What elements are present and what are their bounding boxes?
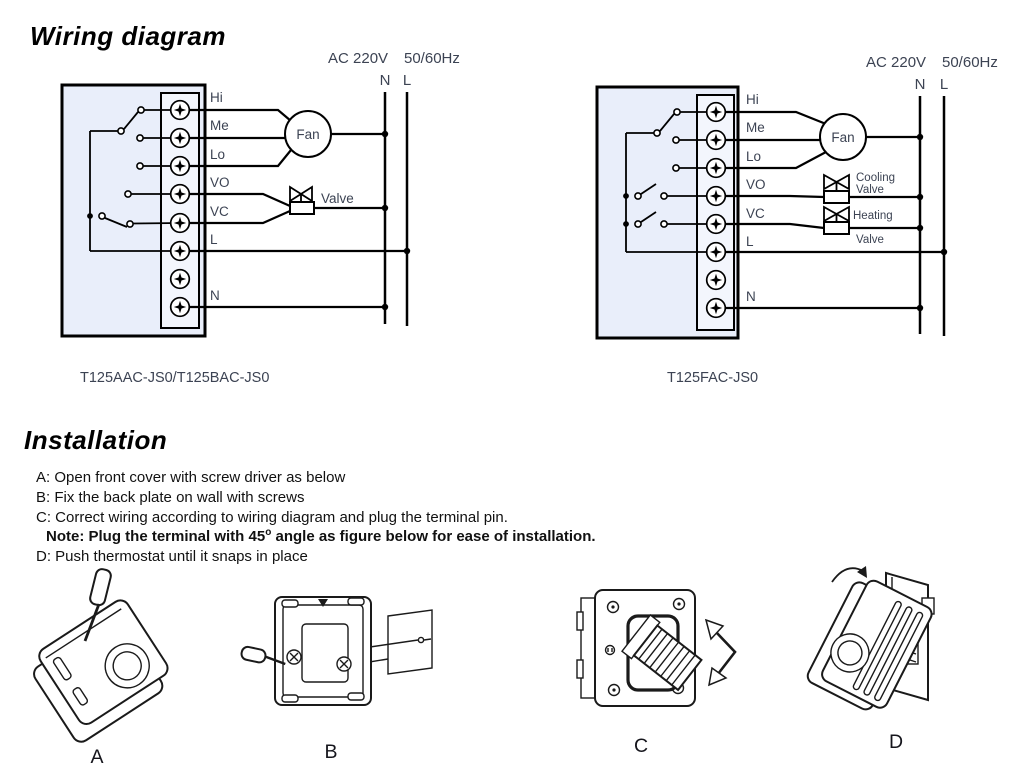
valve-label: Valve	[321, 191, 354, 206]
cooling-valve-symbol	[824, 172, 895, 203]
neutral-label: N	[379, 72, 391, 89]
wiring-diagram-right	[560, 40, 1016, 392]
valve-symbol	[290, 187, 354, 214]
figure-a	[24, 568, 177, 768]
installation-title: Installation	[24, 425, 168, 456]
terminal-label-n: N	[746, 289, 756, 304]
terminal-label-vo: VO	[210, 175, 230, 190]
terminal-label-vc: VC	[210, 204, 229, 219]
frequency-label: 50/60Hz	[404, 50, 460, 67]
figure-c	[577, 590, 735, 757]
step-note	[46, 527, 596, 547]
live-label: L	[939, 76, 949, 93]
figure-b	[240, 597, 432, 763]
step-d: D: Push thermostat until it snaps in place	[36, 548, 308, 566]
terminal-label-vo: VO	[746, 177, 766, 192]
terminal-label-lo: Lo	[746, 149, 762, 164]
wiring-diagram-title: Wiring diagram	[30, 21, 227, 52]
heating-valve-label-2: Valve	[856, 234, 884, 246]
frequency-label: 50/60Hz	[942, 54, 998, 71]
model-label-right: T125FAC-JS0	[667, 370, 759, 386]
note-superscript: o	[265, 527, 272, 539]
screw-icon	[337, 657, 351, 671]
terminal-label-vc: VC	[746, 206, 765, 221]
cooling-valve-label-1: Cooling	[856, 172, 895, 184]
figure-label-c: C	[633, 735, 649, 757]
rotate-arrow-icon	[832, 566, 867, 582]
power-label: AC 220V	[866, 54, 927, 71]
model-label-left: T125AAC-JS0/T125BAC-JS0	[80, 370, 270, 386]
terminal-label-n: N	[210, 288, 220, 303]
fan-symbol	[285, 111, 331, 157]
terminal-label-lo: Lo	[210, 147, 226, 162]
step-a: A: Open front cover with screw driver as below	[36, 469, 346, 486]
thermostat-illustration	[24, 597, 177, 745]
terminal-label-l: L	[746, 234, 754, 249]
terminal-label-hi: Hi	[746, 92, 759, 107]
terminal-label-hi: Hi	[210, 90, 223, 105]
fan-label: Fan	[831, 130, 855, 145]
figure-d	[805, 566, 934, 753]
neutral-label: N	[914, 76, 926, 93]
wiring-diagram-left	[0, 40, 520, 392]
fan-symbol	[820, 114, 866, 160]
terminal-labels	[746, 92, 766, 304]
installation-steps	[36, 468, 596, 567]
step-b: B: Fix the back plate on wall with screws	[36, 488, 305, 506]
terminal-label-me: Me	[210, 118, 229, 133]
cooling-valve-label-2: Valve	[856, 184, 884, 196]
installation-figures	[0, 555, 1016, 775]
terminal-label-me: Me	[746, 120, 765, 135]
note-text: Note: Plug the terminal with 45	[46, 528, 266, 546]
note-text-end: angle as figure below for ease of installation.	[271, 528, 596, 546]
double-arrow-icon	[706, 620, 735, 685]
terminal-label-l: L	[210, 232, 218, 247]
figure-label-b: B	[324, 741, 338, 763]
step-c: C: Correct wiring according to wiring diagram and plug the terminal pin.	[36, 508, 508, 526]
figure-label-a: A	[90, 746, 104, 768]
back-plate-illustration	[275, 597, 371, 705]
terminal-labels	[210, 90, 230, 303]
heating-valve-label-1: Heating	[853, 210, 893, 222]
heating-valve-symbol	[824, 207, 893, 246]
live-label: L	[402, 72, 412, 89]
screw-icon	[287, 650, 301, 664]
figure-label-d: D	[888, 731, 904, 753]
power-label: AC 220V	[328, 50, 389, 67]
fan-label: Fan	[296, 127, 320, 142]
